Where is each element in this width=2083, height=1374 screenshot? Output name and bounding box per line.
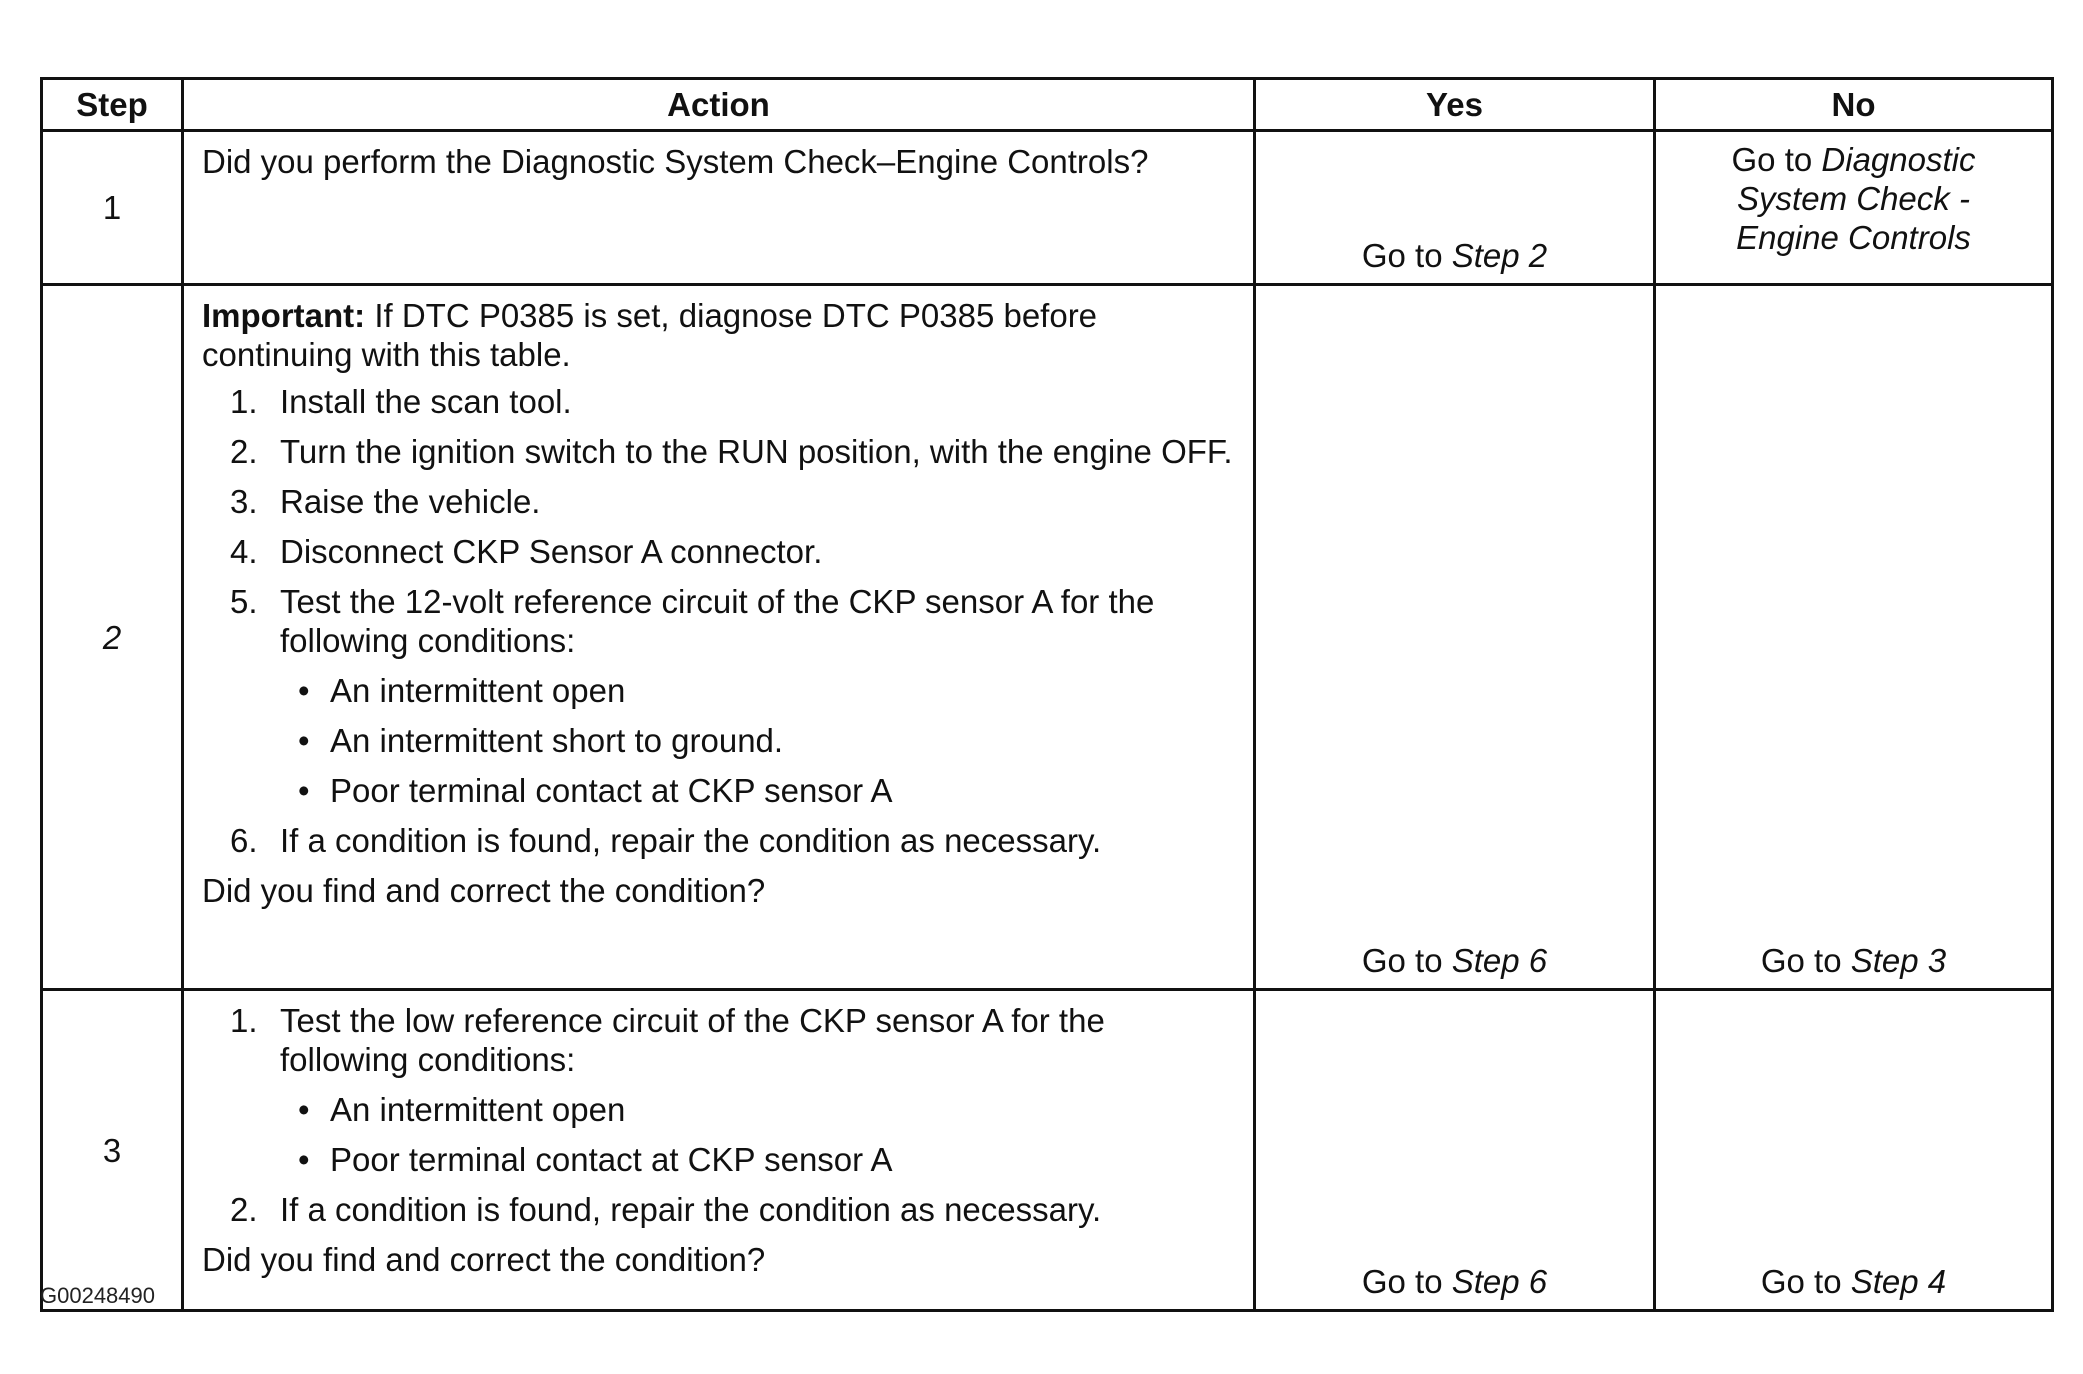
header-yes: Yes bbox=[1255, 79, 1655, 131]
action-question: Did you find and correct the condition? bbox=[202, 1241, 766, 1278]
list-text: Turn the ignition switch to the RUN position, with the engine OFF. bbox=[280, 433, 1233, 470]
list-number: 3. bbox=[230, 483, 258, 520]
important-text: If DTC P0385 is set, diagnose DTC P0385 before continuing with this table. bbox=[202, 297, 1098, 373]
action-cell bbox=[183, 285, 1255, 990]
step-number: 2 bbox=[42, 285, 183, 990]
header-no: No bbox=[1655, 79, 2053, 131]
action-question: Did you find and correct the condition? bbox=[202, 872, 766, 909]
important-label: Important: bbox=[202, 297, 366, 334]
table-row-step-2 bbox=[42, 285, 2053, 990]
list-number: 4. bbox=[230, 533, 258, 570]
yes-cell bbox=[1255, 131, 1655, 285]
list-number: 6. bbox=[230, 822, 258, 859]
bullet-item bbox=[280, 721, 1235, 760]
list-number: 1. bbox=[230, 1002, 258, 1039]
list-item bbox=[202, 432, 1235, 471]
list-item bbox=[202, 821, 1235, 860]
no-link-line1[interactable]: Diagnostic bbox=[1821, 141, 1976, 178]
list-text: If a condition is found, repair the condition as necessary. bbox=[280, 822, 1102, 859]
list-item bbox=[202, 532, 1235, 571]
list-number: 1. bbox=[230, 383, 258, 420]
list-text: Test the 12-volt reference circuit of the CKP sensor A for the following conditions: bbox=[280, 583, 1155, 659]
list-item bbox=[202, 582, 1235, 810]
no-prefix: Go to bbox=[1760, 1263, 1851, 1300]
no-cell bbox=[1655, 990, 2053, 1311]
bullet-icon: • bbox=[298, 1141, 310, 1178]
action-cell bbox=[183, 990, 1255, 1311]
list-text: Install the scan tool. bbox=[280, 383, 572, 420]
bullet-icon: • bbox=[298, 1091, 310, 1128]
list-number: 5. bbox=[230, 583, 258, 620]
table-row-step-3 bbox=[42, 990, 2053, 1311]
no-step-link[interactable]: Step 3 bbox=[1850, 942, 1947, 979]
action-question: Did you perform the Diagnostic System Check–Engine Controls? bbox=[202, 143, 1149, 180]
list-item bbox=[202, 1190, 1235, 1229]
no-prefix: Go to bbox=[1731, 141, 1822, 178]
procedure-list bbox=[202, 382, 1235, 860]
diagnostic-table bbox=[40, 77, 2054, 1312]
yes-step-link[interactable]: Step 6 bbox=[1451, 1263, 1548, 1300]
list-number: 2. bbox=[230, 433, 258, 470]
list-text: If a condition is found, repair the condition as necessary. bbox=[280, 1191, 1102, 1228]
list-text: Test the low reference circuit of the CKP sensor A for the following conditions: bbox=[280, 1002, 1105, 1078]
yes-step-link[interactable]: Step 2 bbox=[1451, 237, 1548, 274]
procedure-list bbox=[202, 1001, 1235, 1229]
bullet-icon: • bbox=[298, 672, 310, 709]
no-prefix: Go to bbox=[1760, 942, 1851, 979]
condition-bullets bbox=[280, 671, 1235, 810]
bullet-item bbox=[280, 771, 1235, 810]
no-link-line3[interactable]: Engine Controls bbox=[1736, 219, 1971, 256]
action-cell bbox=[183, 131, 1255, 285]
bullet-item bbox=[280, 671, 1235, 710]
condition-bullets bbox=[280, 1090, 1235, 1179]
yes-prefix: Go to bbox=[1361, 237, 1452, 274]
yes-cell bbox=[1255, 990, 1655, 1311]
yes-prefix: Go to bbox=[1361, 942, 1452, 979]
no-cell bbox=[1655, 131, 2053, 285]
list-item bbox=[202, 382, 1235, 421]
yes-step-link[interactable]: Step 6 bbox=[1451, 942, 1548, 979]
list-number: 2. bbox=[230, 1191, 258, 1228]
bullet-icon: • bbox=[298, 772, 310, 809]
no-cell bbox=[1655, 285, 2053, 990]
header-action: Action bbox=[183, 79, 1255, 131]
no-link-line2[interactable]: System Check - bbox=[1737, 180, 1970, 217]
bullet-item bbox=[280, 1140, 1235, 1179]
table-row-step-1 bbox=[42, 131, 2053, 285]
bullet-item bbox=[280, 1090, 1235, 1129]
important-note bbox=[202, 296, 1235, 374]
figure-id: G00248490 bbox=[40, 1283, 155, 1308]
step-number: 1 bbox=[42, 131, 183, 285]
bullet-icon: • bbox=[298, 722, 310, 759]
yes-prefix: Go to bbox=[1361, 1263, 1452, 1300]
yes-cell bbox=[1255, 285, 1655, 990]
bullet-text: An intermittent short to ground. bbox=[330, 722, 784, 759]
list-item bbox=[202, 482, 1235, 521]
bullet-text: Poor terminal contact at CKP sensor A bbox=[330, 772, 893, 809]
bullet-text: Poor terminal contact at CKP sensor A bbox=[330, 1141, 893, 1178]
list-item bbox=[202, 1001, 1235, 1179]
step-number: 3 bbox=[42, 990, 183, 1311]
no-step-link[interactable]: Step 4 bbox=[1850, 1263, 1947, 1300]
bullet-text: An intermittent open bbox=[330, 672, 626, 709]
diagnostic-table-container bbox=[40, 77, 2051, 1312]
list-text: Disconnect CKP Sensor A connector. bbox=[280, 533, 823, 570]
header-step: Step bbox=[42, 79, 183, 131]
bullet-text: An intermittent open bbox=[330, 1091, 626, 1128]
table-header-row bbox=[42, 79, 2053, 131]
list-text: Raise the vehicle. bbox=[280, 483, 541, 520]
